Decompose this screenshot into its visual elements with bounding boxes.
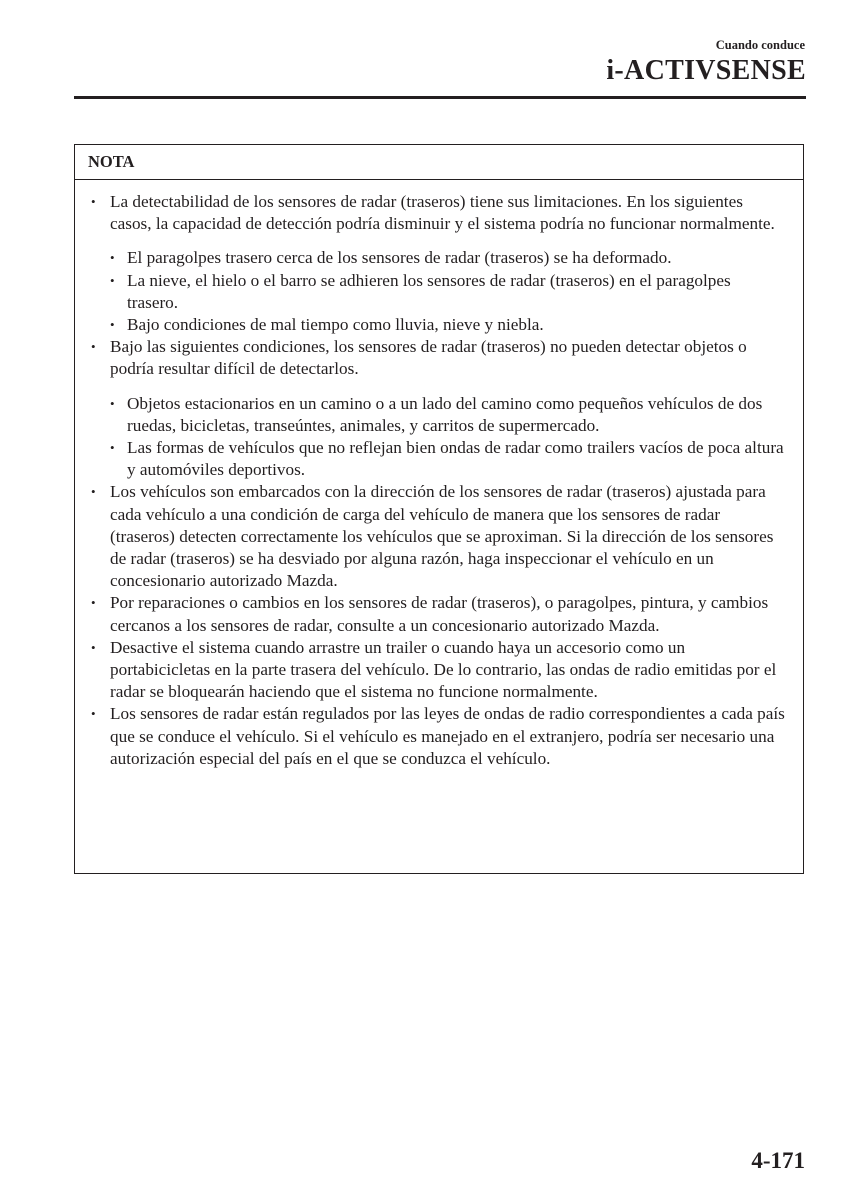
bullet-icon: • xyxy=(91,639,96,655)
note-subitem-text: Bajo condiciones de mal tiempo como lluvia, nieve y niebla. xyxy=(127,315,544,335)
bullet-icon: • xyxy=(91,339,96,355)
note-heading: NOTA xyxy=(75,145,803,180)
section-label: Cuando conduce xyxy=(715,38,805,52)
note-subitem xyxy=(110,270,785,314)
bullet-icon: • xyxy=(91,484,96,500)
note-box xyxy=(74,144,804,874)
note-item xyxy=(91,592,785,636)
note-item-text: La detectabilidad de los sensores de radar (traseros) tiene sus limitaciones. En los siguientes casos, la capacidad de detección podría disminuir y el sistema podría no funcionar normalmente. xyxy=(110,192,775,234)
bullet-icon: • xyxy=(110,440,115,456)
bullet-icon: • xyxy=(110,395,115,411)
bullet-icon: • xyxy=(91,706,96,722)
header-divider xyxy=(74,96,806,99)
note-item-text: Por reparaciones o cambios en los sensores de radar (traseros), o paragolpes, pintura, y cambios cercanos a los sensores de radar, consulte a un concesionario autorizado Mazda. xyxy=(110,593,769,635)
note-subitem xyxy=(110,314,785,336)
note-item xyxy=(91,703,785,770)
page-number: 4-171 xyxy=(751,1148,805,1173)
note-subitem xyxy=(110,393,785,437)
note-sublist xyxy=(110,393,785,482)
bullet-icon: • xyxy=(110,317,115,333)
note-subitem-text: Las formas de vehículos que no reflejan bien ondas de radar como trailers vacíos de poca altura y automóviles deportivos. xyxy=(127,438,784,480)
note-item-text: Desactive el sistema cuando arrastre un trailer o cuando haya un accesorio como un portabicicletas en la parte trasera del vehículo. De lo contrario, las ondas de radio emitidas por el radar se bloquearán haciendo que el sistema no funcione normalmente. xyxy=(110,637,777,702)
bullet-icon: • xyxy=(110,250,115,266)
note-subitem xyxy=(110,437,785,481)
bullet-icon: • xyxy=(91,595,96,611)
page-title: i-ACTIVSENSE xyxy=(606,55,806,86)
note-subitem-text: El paragolpes trasero cerca de los sensores de radar (traseros) se ha deformado. xyxy=(127,248,672,268)
note-body xyxy=(75,180,803,770)
bullet-icon: • xyxy=(110,272,115,288)
note-item-text: Los sensores de radar están regulados por las leyes de ondas de radio correspondientes a cada país que se conduce el vehículo. Si el vehículo es manejado en el extranjero, podría ser necesario una autorización especial del país en el que se conduzca el vehículo. xyxy=(110,704,785,768)
note-item-text: Bajo las siguientes condiciones, los sensores de radar (traseros) no pueden detectar objetos o podría resultar difícil de detectarlos. xyxy=(110,337,747,379)
note-item xyxy=(91,481,785,592)
note-item-text: Los vehículos son embarcados con la dirección de los sensores de radar (traseros) ajustada para cada vehículo a una condición de carga del vehículo de manera que los sensores de radar (traseros) detecten correctamente los vehículos que se aproximan. Si la dirección de los sensores de radar (traseros) se ha desviado por alguna razón, haga inspeccionar el vehículo en un concesionario autorizado Mazda. xyxy=(110,482,774,591)
note-item xyxy=(91,191,785,336)
note-item xyxy=(91,336,785,481)
bullet-icon: • xyxy=(91,194,96,209)
note-subitem-text: La nieve, el hielo o el barro se adhieren los sensores de radar (traseros) en el paragolpes trasero. xyxy=(127,270,731,312)
note-item xyxy=(91,637,785,704)
note-subitem xyxy=(110,247,785,269)
note-sublist xyxy=(110,247,785,336)
note-subitem-text: Objetos estacionarios en un camino o a un lado del camino como pequeños vehículos de dos ruedas, bicicletas, transeúntes, animales, y carritos de supermercado. xyxy=(127,393,763,435)
